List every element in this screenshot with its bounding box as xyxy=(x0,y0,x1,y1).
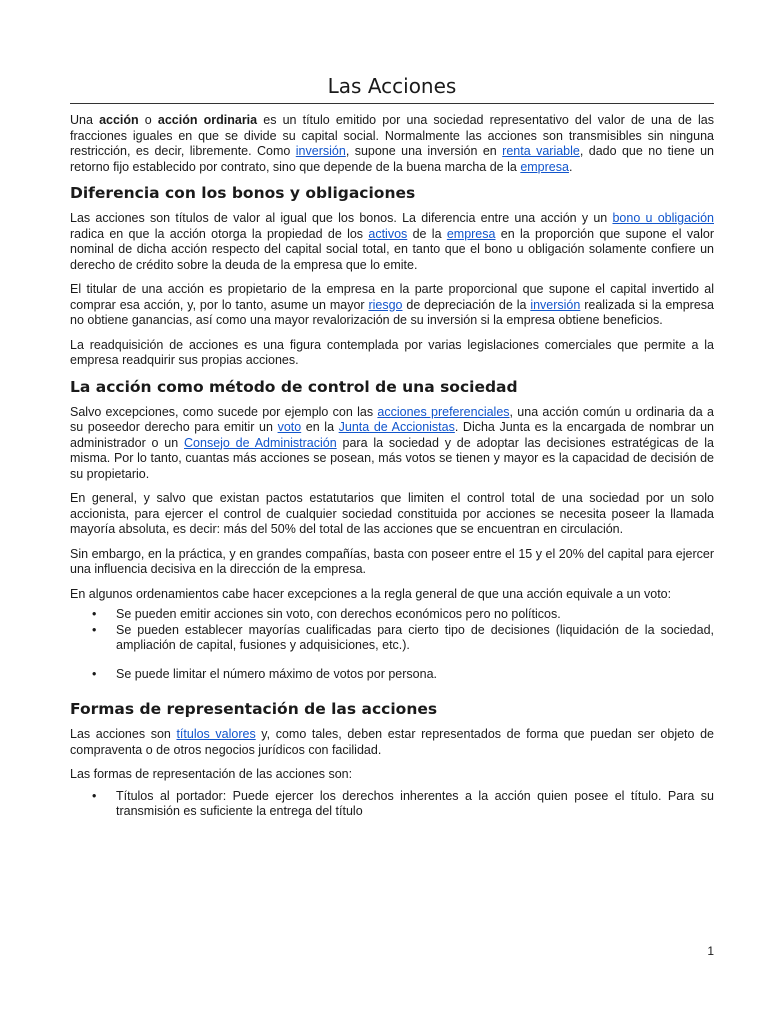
paragraph: Las formas de representación de las acciones son: xyxy=(70,767,353,781)
link-inversion[interactable]: inversión xyxy=(295,144,346,158)
text-run: Las acciones son títulos de valor al igual que los bonos. La diferencia entre una acción y un xyxy=(70,211,613,225)
paragraph: La readquisición de acciones es una figura contemplada por varias legislaciones comerciales que permite a la empresa readquirir sus propias acciones. xyxy=(70,337,714,367)
text-run: de depreciación de la xyxy=(402,297,531,312)
link-riesgo[interactable]: riesgo xyxy=(368,297,403,312)
section-heading-bonos: Diferencia con los bonos y obligaciones xyxy=(70,184,416,202)
text-run: El titular de una acción es propietario de la empresa en la parte proporcional que supone el capital invertido al comprar esa acción, y, por lo tanto, asume un mayor xyxy=(70,282,714,312)
bullet-icon: • xyxy=(92,622,97,637)
list-item xyxy=(70,607,714,623)
bullet-list-forms xyxy=(70,789,714,820)
text-run: Las acciones son xyxy=(70,727,177,741)
paragraph: En general, y salvo que existan pactos estatutarios que limiten el control total de una sociedad por un solo accionista, para ejercer el control de cualquier sociedad constituida por acciones se necesita poseer la llamada mayoría absoluta, es decir: más del 50% del total de las acciones que se encuentran en circulación. xyxy=(70,491,714,536)
link-bono-obligacion[interactable]: bono u obligación xyxy=(612,211,714,225)
link-acciones-preferenciales[interactable]: acciones preferenciales xyxy=(377,404,510,419)
link-inversion[interactable]: inversión xyxy=(530,297,581,312)
list-item-text: Títulos al portador: Puede ejercer los derechos inherentes a la acción quien posee el título. Para su transmisión es suficiente la entrega del título xyxy=(116,788,714,818)
bullet-icon: • xyxy=(92,607,97,621)
text-run: , dado que no tiene un retorno fijo establecido por contrato, sino que depende de la buena marcha de la xyxy=(70,144,714,174)
text-run: , una acción común u ordinaria da a su poseedor derecho para emitir un xyxy=(70,404,714,434)
bullet-icon: • xyxy=(92,666,97,681)
page-number: 1 xyxy=(707,944,714,958)
text-run: . Dicha Junta es la encargada de nombrar un administrador o un xyxy=(70,420,715,450)
list-item-text: Se pueden emitir acciones sin voto, con derechos económicos pero no políticos. xyxy=(116,607,561,621)
text-run: realizada si la empresa no obtiene ganancias, así como una mayor revalorización de su inversión si la empresa obtiene beneficios. xyxy=(70,297,714,327)
list-item-text: Se pueden establecer mayorías cualificadas para cierto tipo de decisiones (liquidación de la sociedad, ampliación de capital, fusiones y adquisiciones, etc.). xyxy=(116,622,714,652)
text-run: es un título emitido por una sociedad representativo del valor de una de las fracciones iguales en que se divide su capital social. Normalmente las acciones son transmisibles sin ninguna restricción, es decir, libremente. Como xyxy=(70,113,714,158)
link-empresa[interactable]: empresa xyxy=(446,226,496,241)
text-run: en la proporción que supone el valor nominal de dicha acción respecto del capital social total, en tanto que el bono u obligación solamente confiere un derecho de crédito sobre la deuda de la empresa que lo emite. xyxy=(70,226,714,272)
list-item xyxy=(70,623,714,654)
paragraph: En algunos ordenamientos cabe hacer excepciones a la regla general de que una acción equivale a un voto: xyxy=(70,586,672,601)
paragraph xyxy=(70,727,714,758)
text-run: en la xyxy=(301,420,339,434)
text-run: , supone una inversión en xyxy=(345,144,503,158)
link-voto[interactable]: voto xyxy=(277,420,302,434)
text-run: Una xyxy=(70,113,100,127)
text-run: de la xyxy=(407,226,447,241)
text-run: o xyxy=(138,113,158,127)
text-run: para la sociedad y de adoptar las decisiones estratégicas de la misma. Por lo tanto, cuantas más acciones se posean, más votos se tienen y mayor es la capacidad de decisión de su propietario. xyxy=(70,435,714,481)
paragraph xyxy=(70,211,714,273)
list-item xyxy=(70,789,714,820)
paragraph xyxy=(70,282,714,329)
intro-paragraph xyxy=(70,113,714,175)
text-run: . xyxy=(568,159,573,174)
link-junta-accionistas[interactable]: Junta de Accionistas xyxy=(338,420,455,434)
section-heading-control: La acción como método de control de una sociedad xyxy=(70,377,518,396)
bullet-list-voting xyxy=(70,607,714,682)
page-title: Las Acciones xyxy=(70,73,714,104)
link-empresa[interactable]: empresa xyxy=(520,159,569,174)
section-heading-representacion: Formas de representación de las acciones xyxy=(70,700,438,718)
text-run: radica en que la acción otorga la propiedad de los xyxy=(70,226,369,241)
link-consejo-administracion[interactable]: Consejo de Administración xyxy=(184,435,337,450)
link-activos[interactable]: activos xyxy=(368,226,408,241)
link-titulos-valores[interactable]: títulos valores xyxy=(176,727,256,741)
paragraph xyxy=(70,405,714,483)
bold-term: acción ordinaria xyxy=(157,113,258,127)
bullet-icon: • xyxy=(92,788,97,803)
link-renta-variable[interactable]: renta variable xyxy=(502,144,580,158)
paragraph: Sin embargo, en la práctica, y en grandes compañías, basta con poseer entre el 15 y el 20% del capital para ejercer una influencia decisiva en la dirección de la empresa. xyxy=(70,546,714,576)
list-item-text: Se puede limitar el número máximo de votos por persona. xyxy=(116,666,437,681)
bold-term: acción xyxy=(99,113,139,127)
list-item xyxy=(70,667,714,683)
text-run: y, como tales, deben estar representados de forma que puedan ser objeto de compraventa o de otros negocios jurídicos con facilidad. xyxy=(70,727,714,757)
text-run: Salvo excepciones, como sucede por ejemplo con las xyxy=(70,404,378,419)
